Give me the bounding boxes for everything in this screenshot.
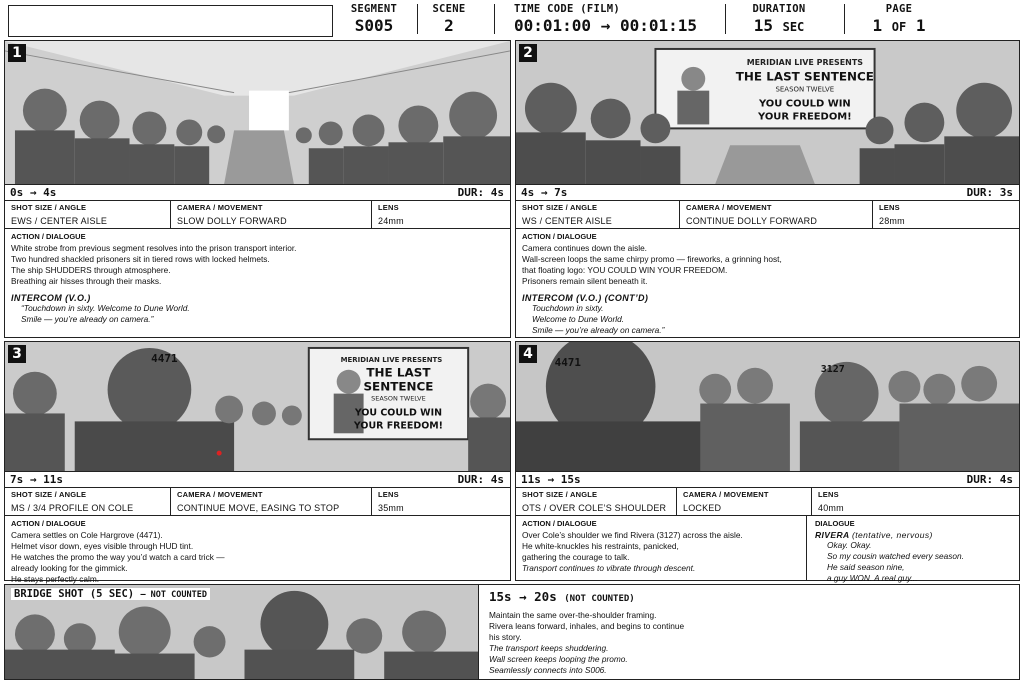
action-label: ACTION / DIALOGUE — [11, 519, 86, 528]
shot-size-cell — [516, 201, 679, 229]
bridge-time — [489, 589, 1015, 604]
action-block — [5, 229, 510, 337]
timecode-value: 00:01:00 → 00:01:15 — [514, 16, 698, 35]
action-line: Two hundred shackled prisoners sit in tiered rows with locked helmets. — [11, 254, 270, 264]
action-line: Breathing air hisses through their masks. — [11, 276, 162, 286]
action-label: ACTION / DIALOGUE — [522, 232, 597, 241]
dialogue-line: Smile — you’re already on camera.” — [21, 314, 154, 324]
screen-text: YOU COULD WIN — [758, 98, 851, 110]
header-divider — [725, 4, 726, 34]
action-line: Helmet visor down, eyes visible through HUD tint. — [11, 541, 194, 551]
page-number: 1 — [872, 16, 883, 35]
panel-number: 2 — [519, 44, 537, 62]
header-divider — [417, 4, 418, 34]
action-line: He white-knuckles his restraints, panicked, — [522, 541, 679, 551]
lens-label: LENS — [818, 490, 839, 499]
sketch-transport-wallscreen — [516, 41, 1019, 184]
dialogue-line: He said season nine, — [827, 562, 905, 572]
screen-text: MERIDIAN LIVE PRESENTS — [746, 57, 863, 67]
scene-label: SCENE — [432, 3, 466, 15]
panel-specs — [5, 488, 510, 516]
action-line: that floating logo: YOU COULD WIN YOUR FREEDOM. — [522, 265, 728, 275]
action-line: gathering the courage to talk. — [522, 552, 630, 562]
dialogue-label: DIALOGUE — [815, 519, 855, 528]
action-line: The ship SHUDDERS through atmosphere. — [11, 265, 171, 275]
page-total: 1 — [915, 16, 926, 35]
panel-time: 11s → 15s — [521, 473, 581, 486]
panel-time: 4s → 7s — [521, 186, 568, 199]
panel-specs — [516, 488, 1019, 516]
panel-time: 7s → 11s — [10, 473, 63, 486]
duration-number: 15 — [753, 16, 773, 35]
lens-value: 35mm — [378, 503, 404, 513]
camera-label: CAMERA / MOVEMENT — [177, 490, 263, 499]
shot-size-value: OTS / OVER COLE’S SHOULDER — [522, 503, 667, 513]
camera-value: SLOW DOLLY FORWARD — [177, 216, 287, 226]
action-label: ACTION / DIALOGUE — [522, 519, 597, 528]
panel-3-image — [5, 342, 510, 472]
panel-number: 1 — [8, 44, 26, 62]
panel-duration: DUR: 4s — [457, 186, 504, 199]
action-block — [516, 229, 1019, 337]
dialogue-block — [806, 516, 1019, 583]
panel-specs — [516, 201, 1019, 229]
panel-duration: DUR: 4s — [966, 473, 1013, 486]
page-value — [849, 16, 949, 35]
action-block — [5, 516, 510, 584]
bridge-line: Maintain the same over-the-shoulder framing. — [489, 610, 657, 620]
duration-label: DURATION — [752, 3, 806, 15]
bridge-line: The transport keeps shuddering. — [489, 643, 609, 653]
panel-timebar — [5, 472, 510, 488]
speaker-note: (tentative, nervous) — [851, 530, 933, 540]
speaker-name: INTERCOM (V.O.) (CONT’D) — [522, 293, 649, 303]
screen-text: THE LAST — [366, 365, 431, 380]
shot-size-label: SHOT SIZE / ANGLE — [11, 203, 87, 212]
shot-size-value: WS / CENTER AISLE — [522, 216, 612, 226]
bridge-image — [5, 585, 479, 679]
lens-value: 24mm — [378, 216, 404, 226]
bridge-line: his story. — [489, 632, 522, 642]
panel-number: 3 — [8, 345, 26, 363]
sketch-over-shoulder-rivera — [516, 342, 1019, 471]
timecode-field — [504, 2, 704, 36]
shot-size-label: SHOT SIZE / ANGLE — [522, 203, 598, 212]
duration-field — [730, 2, 828, 36]
timecode-label: TIME CODE (FILM) — [514, 3, 620, 15]
dialogue-line: So my cousin watched every season. — [827, 551, 964, 561]
helmet-number: 4471 — [554, 355, 581, 369]
panel-3[interactable] — [4, 341, 511, 584]
panel-2[interactable] — [515, 40, 1020, 338]
action-block — [516, 516, 1019, 583]
panel-timebar — [5, 185, 510, 201]
screen-text: THE LAST SENTENCE — [735, 69, 874, 84]
speaker-line — [815, 530, 1011, 540]
shot-size-cell — [5, 201, 170, 229]
camera-value: CONTINUE MOVE, EASING TO STOP — [177, 503, 340, 513]
duration-unit: SEC — [782, 20, 805, 34]
camera-label: CAMERA / MOVEMENT — [686, 203, 772, 212]
screen-text: YOU COULD WIN — [354, 407, 443, 419]
lens-cell — [371, 201, 510, 229]
dialogue-line: Okay. Okay. — [827, 540, 872, 550]
screen-text: MERIDIAN LIVE PRESENTS — [340, 355, 443, 364]
dialogue-line: a guy WON. A real guy... — [827, 573, 918, 583]
bridge-line: Wall screen keeps looping the promo. — [489, 654, 628, 664]
header-divider — [844, 4, 845, 34]
screen-text: YOUR FREEDOM! — [353, 420, 443, 432]
action-line: Over Cole’s shoulder we find Rivera (3127) across the aisle. — [522, 530, 743, 540]
dialogue-line: “Touchdown in sixty. Welcome to Dune World. — [21, 303, 190, 313]
panel-4-image — [516, 342, 1019, 472]
panel-duration: DUR: 3s — [966, 186, 1013, 199]
bridge-not-counted: — NOT COUNTED — [140, 590, 207, 600]
action-line: Transport continues to vibrate through descent. — [522, 563, 696, 573]
bridge-title-text: BRIDGE SHOT (5 SEC) — [14, 588, 135, 600]
camera-cell — [170, 488, 371, 516]
action-line: already looking for the gimmick. — [11, 563, 128, 573]
page-label: PAGE — [885, 3, 913, 15]
panel-4[interactable] — [515, 341, 1020, 581]
page-field — [849, 2, 949, 36]
panel-1[interactable] — [4, 40, 511, 338]
screen-text: SEASON TWELVE — [371, 394, 426, 403]
screen-text: SEASON TWELVE — [775, 85, 835, 94]
segment-label: SEGMENT — [350, 3, 398, 15]
lens-label: LENS — [879, 203, 900, 212]
shot-size-cell — [516, 488, 676, 516]
camera-cell — [170, 201, 371, 229]
duration-value — [730, 16, 828, 35]
panel-number: 4 — [519, 345, 537, 363]
camera-value: LOCKED — [683, 503, 722, 513]
panel-time: 0s → 4s — [10, 186, 57, 199]
scene-value: 2 — [444, 16, 454, 35]
bridge-line: Seamlessly connects into S006. — [489, 665, 607, 675]
screen-text: SENTENCE — [363, 379, 434, 394]
segment-field — [334, 2, 414, 36]
screen-text: YOUR FREEDOM! — [757, 111, 852, 123]
dialogue-line: Smile — you’re already on camera.” — [532, 325, 665, 335]
shot-size-label: SHOT SIZE / ANGLE — [11, 490, 87, 499]
segment-value: S005 — [354, 16, 394, 35]
speaker-name: RIVERA — [815, 530, 850, 540]
action-line: Camera continues down the aisle. — [522, 243, 647, 253]
camera-label: CAMERA / MOVEMENT — [177, 203, 263, 212]
camera-value: CONTINUE DOLLY FORWARD — [686, 216, 818, 226]
dialogue-line: Touchdown in sixty. — [532, 303, 604, 313]
title-box[interactable] — [8, 5, 333, 37]
action-line: White strobe from previous segment resolves into the prison transport interior. — [11, 243, 297, 253]
scene-field — [420, 2, 478, 36]
sketch-transport-interior — [5, 41, 510, 184]
lens-cell — [811, 488, 1019, 516]
speaker-name: INTERCOM (V.O.) — [11, 293, 91, 303]
header-divider — [494, 4, 495, 34]
action-line: Wall-screen loops the same chirpy promo — fireworks, a grinning host, — [522, 254, 782, 264]
camera-cell — [679, 201, 872, 229]
bridge-title — [11, 588, 210, 600]
bridge-time-note: (NOT COUNTED) — [564, 594, 635, 604]
sketch-cole-profile — [5, 342, 510, 471]
shot-size-label: SHOT SIZE / ANGLE — [522, 490, 598, 499]
panel-duration: DUR: 4s — [457, 473, 504, 486]
lens-label: LENS — [378, 490, 399, 499]
panel-timebar — [516, 185, 1019, 201]
camera-cell — [676, 488, 811, 516]
helmet-number: 3127 — [820, 363, 845, 375]
action-line: He stays perfectly calm. — [11, 574, 100, 584]
bridge-time-range: 15s → 20s — [489, 589, 557, 604]
bridge-shot-panel[interactable] — [4, 584, 1020, 680]
page-of: OF — [891, 20, 907, 34]
panel-1-image — [5, 41, 510, 185]
helmet-number: 4471 — [151, 351, 178, 365]
bridge-line: Rivera leans forward, inhales, and begins to continue — [489, 621, 685, 631]
action-label: ACTION / DIALOGUE — [11, 232, 86, 241]
panel-timebar — [516, 472, 1019, 488]
panel-specs — [5, 201, 510, 229]
shot-size-cell — [5, 488, 170, 516]
shot-size-value: MS / 3/4 PROFILE ON COLE — [11, 503, 134, 513]
lens-value: 28mm — [879, 216, 905, 226]
action-line: He watches the promo the way you’d watch a card trick — — [11, 552, 225, 562]
dialogue-line: Welcome to Dune World. — [532, 314, 625, 324]
lens-value: 40mm — [818, 503, 844, 513]
panel-2-image — [516, 41, 1019, 185]
shot-size-value: EWS / CENTER AISLE — [11, 216, 108, 226]
bridge-notes — [485, 585, 1019, 679]
lens-cell — [371, 488, 510, 516]
lens-label: LENS — [378, 203, 399, 212]
camera-label: CAMERA / MOVEMENT — [683, 490, 769, 499]
action-line: Prisoners remain silent beneath it. — [522, 276, 648, 286]
action-line: Camera settles on Cole Hargrove (4471). — [11, 530, 163, 540]
lens-cell — [872, 201, 1019, 229]
storyboard-header — [4, 0, 1020, 38]
